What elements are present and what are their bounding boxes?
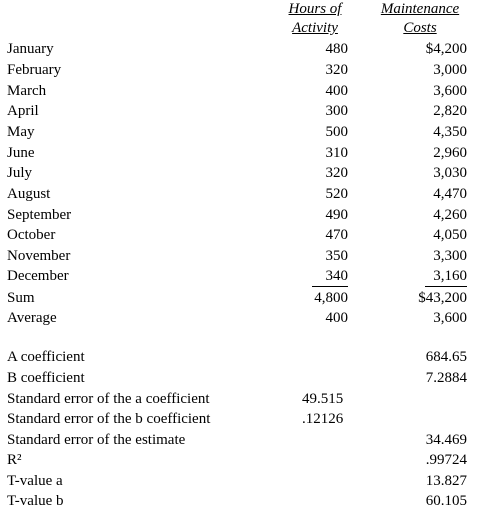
table-row (0, 39, 477, 59)
stat-value: 60.105 (425, 493, 467, 509)
stat-row-se-estimate (0, 430, 477, 450)
stat-label: Standard error of the estimate (7, 432, 186, 448)
hours-value: 310 (325, 145, 348, 161)
hours-value: 320 (325, 165, 348, 181)
average-hours-value: 400 (325, 310, 348, 326)
stat-row-r-squared (0, 450, 477, 470)
sum-rule-hours (312, 286, 348, 287)
month-label: March (7, 83, 47, 99)
stat-value: .12126 (302, 411, 344, 427)
hours-value: 340 (325, 268, 348, 284)
cost-value: 3,030 (433, 165, 467, 181)
stat-value: .99724 (425, 452, 467, 468)
stat-label: R² (7, 452, 22, 468)
hours-value: 500 (325, 124, 348, 140)
stat-label: T-value a (7, 473, 63, 489)
table-row (0, 81, 477, 101)
hours-value: 400 (325, 83, 348, 99)
cost-value: 4,260 (433, 207, 467, 223)
stat-row-se-a (0, 389, 477, 409)
hours-value: 480 (325, 41, 348, 57)
month-label: February (7, 62, 62, 78)
table-row (0, 122, 477, 142)
month-label: May (7, 124, 35, 140)
table-row (0, 266, 477, 286)
stat-label: B coefficient (7, 370, 85, 386)
stat-row-t-value-b (0, 491, 477, 511)
hours-value: 320 (325, 62, 348, 78)
stat-row-t-value-a (0, 471, 477, 491)
sum-hours-value: 4,800 (314, 290, 348, 306)
header-hours-of-activity (280, 0, 350, 38)
stat-value: 49.515 (302, 391, 344, 407)
average-row (0, 308, 477, 328)
table-row (0, 246, 477, 266)
table-row (0, 60, 477, 80)
month-label: September (7, 207, 72, 223)
average-label: Average (7, 310, 57, 326)
average-cost-value: 3,600 (433, 310, 467, 326)
cost-value: 2,960 (433, 145, 467, 161)
sum-cost-value: $43,200 (418, 290, 467, 306)
stat-value: 684.65 (425, 349, 467, 365)
hours-value: 300 (325, 103, 348, 119)
month-label: June (7, 145, 35, 161)
month-label: July (7, 165, 33, 181)
sum-rule-costs (425, 286, 467, 287)
month-label: November (7, 248, 71, 264)
table-row (0, 163, 477, 183)
cost-value: $4,200 (425, 41, 467, 57)
hours-value: 350 (325, 248, 348, 264)
table-row (0, 101, 477, 121)
stat-value: 7.2884 (425, 370, 467, 386)
hours-value: 490 (325, 207, 348, 223)
stat-row-a-coefficient (0, 347, 477, 367)
stat-label: Standard error of the b coefficient (7, 411, 211, 427)
cost-value: 4,050 (433, 227, 467, 243)
cost-value: 3,300 (433, 248, 467, 264)
table-row (0, 225, 477, 245)
stat-label: T-value b (7, 493, 64, 509)
table-row (0, 205, 477, 225)
hours-value: 520 (325, 186, 348, 202)
header-costs-line2: Costs (403, 20, 437, 36)
stat-value: 13.827 (425, 473, 467, 489)
stat-row-b-coefficient (0, 368, 477, 388)
table-row (0, 184, 477, 204)
header-hours-line2: Activity (292, 20, 338, 36)
stat-value: 34.469 (425, 432, 467, 448)
stat-label: Standard error of the a coefficient (7, 391, 210, 407)
month-label: October (7, 227, 56, 243)
month-label: January (7, 41, 54, 57)
sum-row (0, 288, 477, 308)
cost-value: 3,160 (433, 268, 467, 284)
hours-value: 470 (325, 227, 348, 243)
cost-value: 4,470 (433, 186, 467, 202)
cost-value: 3,600 (433, 83, 467, 99)
cost-value: 4,350 (433, 124, 467, 140)
table-row (0, 143, 477, 163)
month-label: December (7, 268, 69, 284)
cost-value: 3,000 (433, 62, 467, 78)
month-label: August (7, 186, 51, 202)
stat-label: A coefficient (7, 349, 85, 365)
header-costs-line1: Maintenance (380, 1, 460, 17)
month-label: April (7, 103, 39, 119)
header-maintenance-costs (365, 0, 475, 38)
cost-value: 2,820 (433, 103, 467, 119)
sum-label: Sum (7, 290, 35, 306)
stat-row-se-b (0, 409, 477, 429)
header-hours-line1: Hours of (288, 1, 342, 17)
